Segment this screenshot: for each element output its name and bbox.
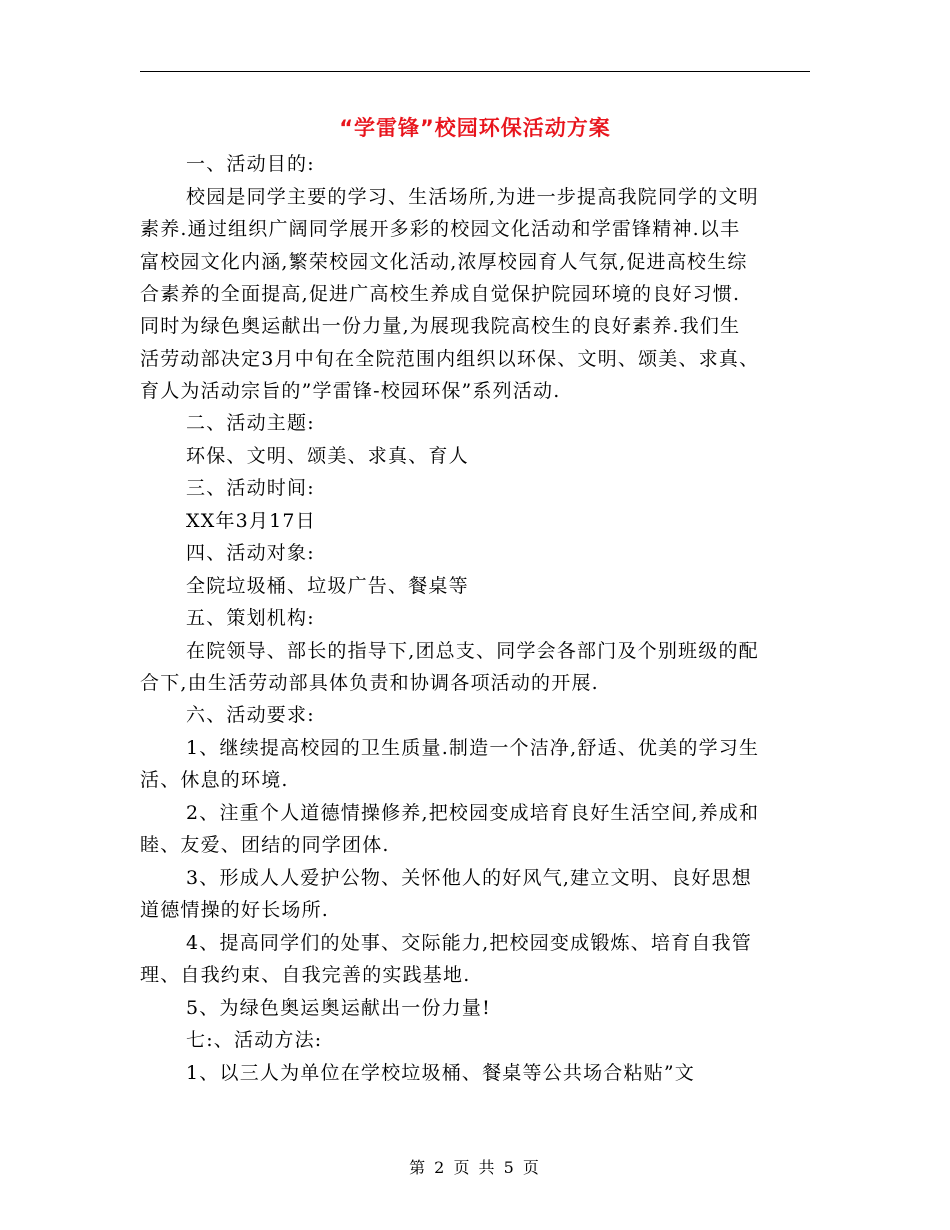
section-heading: 五、策划机构: [186, 607, 315, 629]
paragraph-line: 睦、友爱、团结的同学团体. [140, 834, 390, 856]
section-heading: 七:、活动方法: [186, 1029, 323, 1051]
list-item: 1、以三人为单位在学校垃圾桶、餐桌等公共场合粘贴”文 [186, 1062, 696, 1084]
paragraph-line: 合下,由生活劳动部具体负责和协调各项活动的开展. [140, 672, 599, 694]
section-heading: 二、活动主题: [186, 412, 315, 434]
page-footer: 第 2 页 共 5 页 [409, 1158, 541, 1177]
paragraph-line: 校园是同学主要的学习、生活场所,为进一步提高我院同学的文明 [186, 186, 759, 208]
section-heading: 四、活动对象: [186, 542, 315, 564]
paragraph-line: 环保、文明、颂美、求真、育人 [186, 445, 469, 467]
paragraph-line: 富校园文化内涵,繁荣校园文化活动,浓厚校园育人气氛,促进高校生综 [140, 251, 748, 273]
paragraph-line: 理、自我约束、自我完善的实践基地. [140, 964, 471, 986]
section-heading: 一、活动目的: [186, 153, 315, 175]
paragraph-line: 在院领导、部长的指导下,团总支、同学会各部门及个别班级的配 [186, 640, 759, 662]
paragraph-line: 素养.通过组织广阔同学展开多彩的校园文化活动和学雷锋精神.以丰 [140, 218, 741, 240]
list-item: 4、提高同学们的处事、交际能力,把校园变成锻炼、培育自我管 [186, 932, 752, 954]
list-item: 5、为绿色奥运奥运献出一份力量! [186, 997, 491, 1019]
paragraph-line: 同时为绿色奥运献出一份力量,为展现我院高校生的良好素养.我们生 [140, 315, 741, 337]
paragraph-line: XX年3月17日 [186, 510, 316, 532]
header-rule [140, 71, 810, 72]
section-heading: 三、活动时间: [186, 477, 315, 499]
paragraph-line: 活、休息的环境. [140, 769, 289, 791]
list-item: 3、形成人人爱护公物、关怀他人的好风气,建立文明、良好思想 [186, 867, 752, 889]
paragraph-line: 育人为活动宗旨的”学雷锋-校园环保”系列活动. [140, 380, 561, 402]
document-title: “学雷锋”校园环保活动方案 [339, 116, 611, 140]
paragraph-line: 合素养的全面提高,促进广高校生养成自觉保护院园环境的良好习惯. [140, 283, 741, 305]
paragraph-line: 道德情操的好长场所. [140, 899, 330, 921]
section-heading: 六、活动要求: [186, 704, 315, 726]
paragraph-line: 活劳动部决定3月中旬在全院范围内组织以环保、文明、颂美、求真、 [140, 348, 760, 370]
paragraph-line: 全院垃圾桶、垃圾广告、餐桌等 [186, 575, 469, 597]
list-item: 1、继续提高校园的卫生质量.制造一个洁净,舒适、优美的学习生 [186, 737, 760, 759]
list-item: 2、注重个人道德情操修养,把校园变成培育良好生活空间,养成和 [186, 802, 760, 824]
